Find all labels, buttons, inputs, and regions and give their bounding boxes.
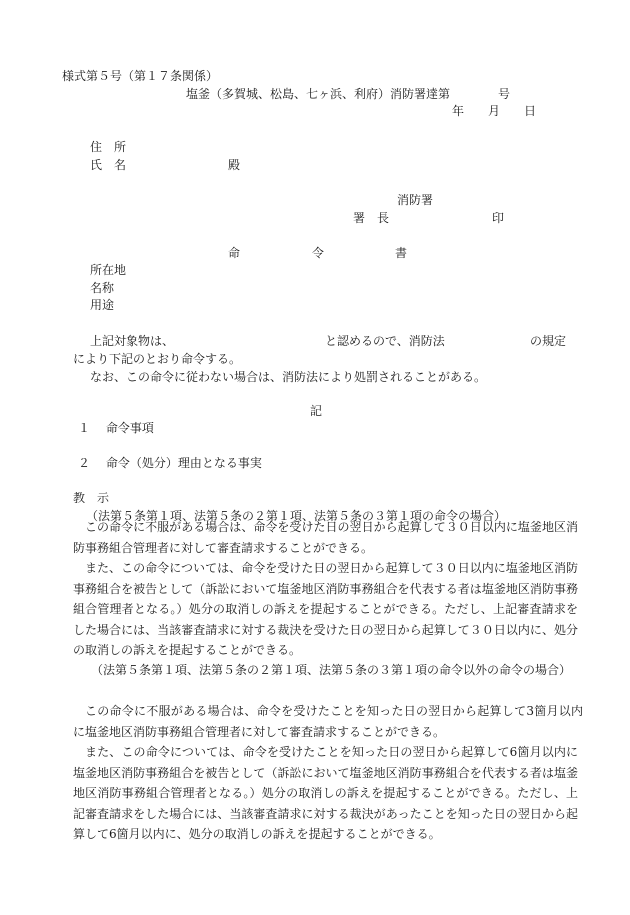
- fire-station-label: 消防署: [397, 193, 434, 207]
- case-2-heading: （法第５条第１項、法第５条の２第１項、法第５条の３第１項の命令以外の命令の場合）: [91, 663, 572, 677]
- item-1-order-matters: １ 命令事項: [78, 421, 154, 435]
- case-1-paragraph-1: この命令に不服がある場合は、命令を受けた日の翌日から起算して３０日以内に塩釜地区消防事務組合管理者に対して審査請求することができる。: [73, 520, 578, 555]
- chief-label: 署 長: [353, 211, 390, 225]
- body-fragment-2: と認めるので、消防法: [325, 334, 445, 348]
- name-label: 氏 名: [90, 158, 127, 172]
- item-2-reason-facts: ２ 命令（処分）理由となる事実: [78, 456, 262, 470]
- case-2-paragraph-1: この命令に不服がある場合は、命令を受けたことを知った日の翌日から起算して3箇月以内に塩釜地区消防事務組合管理者に対して審査請求することができる。: [73, 704, 583, 739]
- seal-mark: 印: [492, 211, 505, 225]
- body-fragment-1: 上記対象物は、: [90, 334, 175, 348]
- instructions-heading: 教 示: [73, 491, 110, 505]
- date-line: 年 月 日: [452, 104, 537, 118]
- case-1-paragraph-2: また、この命令については、命令を受けた日の翌日から起算して３０日以内に塩釜地区消防事務組合を被告として（訴訟において塩釜地区消防事務組合を代表する者は塩釜地区消防事務組合管理者となる。）処分の取消しの訴えを提起することができる。ただし、上記審査請求をした場合には、当該審査請求に対する裁決を受けた日の翌日から起算して３０日以内に、処分の取消しの訴えを提起することができる。: [73, 561, 578, 657]
- body-warning: なお、この命令に従わない場合は、消防法により処罰されることがある。: [90, 370, 487, 384]
- form-number: 様式第５号（第１７条関係）: [62, 69, 219, 83]
- case-1-heading: （法第５条第１項、法第５条の２第１項、法第５条の３第１項の命令の場合）: [86, 509, 507, 523]
- body-fragment-4: により下記のとおり命令する。: [73, 352, 242, 366]
- target-name-label: 名称: [90, 281, 115, 295]
- address-label: 住 所: [90, 140, 127, 154]
- title-char-1: 命: [228, 246, 241, 260]
- use-label: 用途: [90, 298, 115, 312]
- location-label: 所在地: [90, 263, 127, 277]
- case-2-paragraph-2: また、この命令については、命令を受けたことを知った日の翌日から起算して6箇月以内に塩釜地区消防事務組合を被告として（訴訟において塩釜地区消防事務組合を代表する者は塩釜地区消防事務組合管理者となる。）処分の取消しの訴えを提起することができる。ただし、上記審査請求をした場合には、当該審査請求に対する裁決があったことを知った日の翌日から起算して6箇月以内に、処分の取消しの訴えを提起することができる。: [73, 745, 578, 841]
- honorific-dono: 殿: [228, 158, 241, 172]
- ki-heading: 記: [310, 404, 323, 418]
- body-fragment-3: の規定: [530, 334, 567, 348]
- title-char-2: 令: [312, 246, 325, 260]
- office-reference-line: 塩釜（多賀城、松島、七ヶ浜、利府）消防署達第 号: [186, 87, 511, 101]
- title-char-3: 書: [395, 246, 408, 260]
